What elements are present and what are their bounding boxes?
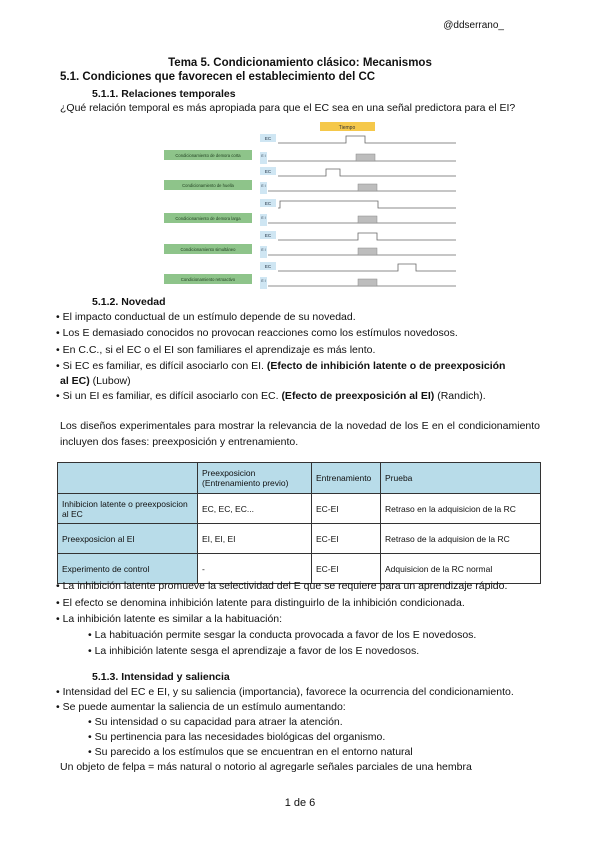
novelty-designs-table: [57, 462, 541, 584]
condition-label: Condicionamiento de demora corta: [175, 153, 241, 158]
ei-tag-label: E I: [261, 216, 266, 220]
time-label: Tiempo: [338, 125, 356, 131]
ei-tag-label: E I: [261, 248, 266, 252]
table-cell: EC, EC, EC...: [198, 494, 312, 524]
list-item: • Los E demasiado conocidos no provocan reacciones como los estímulos novedosos.: [56, 327, 458, 339]
ei-tag-label: E I: [261, 154, 266, 158]
sub-list-item: • Su intensidad o su capacidad para atraer la atención.: [88, 716, 343, 728]
table-cell: Inhibicion latente o preexposicion al EC: [58, 494, 198, 524]
ec-tag-label: EC: [264, 264, 272, 269]
sub-list-item: • La habituación permite sesgar la conducta provocada a favor de los E novedosos.: [88, 629, 477, 641]
table-cell: EC-EI: [312, 524, 381, 554]
table-header-cell: Entrenamiento: [312, 463, 381, 494]
condition-label: Condicionamiento de huella: [182, 183, 234, 188]
ei-stimulus-block: [358, 248, 377, 255]
table-header-cell: Preexposicion (Entrenamiento previo): [198, 463, 312, 494]
condition-label: Condicionamiento de demora larga: [175, 216, 241, 221]
section-5-1-2-heading: 5.1.2. Novedad: [92, 296, 166, 308]
table-cell: Preexposicion al EI: [58, 524, 198, 554]
list-item: • La inhibición latente es similar a la habituación:: [56, 613, 283, 625]
ei-stimulus-block: [356, 154, 375, 161]
ec-tag-label: EC: [264, 201, 272, 206]
list-item: • Si EC es familiar, es difícil asociarlo con EI. (Efecto de inhibición latente o de preexposición: [56, 360, 506, 372]
section-5-1-3-heading: 5.1.3. Intensidad y saliencia: [92, 671, 230, 683]
table-cell: EI, EI, EI: [198, 524, 312, 554]
condition-label: Condicionamiento simultáneo: [180, 247, 236, 252]
ei-stimulus-block: [358, 279, 377, 286]
table-cell: Adquisicion de la RC normal: [381, 554, 541, 584]
novelty-paragraph: Los diseños experimentales para mostrar la relevancia de la novedad de los E en el condicionamiento incluyen dos fases: preexposición y entrenamiento.: [60, 420, 540, 448]
author-handle: @ddserrano_: [443, 20, 504, 31]
list-item: • Si un EI es familiar, es difícil asociarlo con EC. (Efecto de preexposición al EI) (Randich).: [56, 390, 486, 402]
table-header-cell: [58, 463, 198, 494]
table-cell: EC-EI: [312, 554, 381, 584]
list-item: • Se puede aumentar la saliencia de un estímulo aumentando:: [56, 701, 346, 713]
table-cell: Retraso de la adquision de la RC: [381, 524, 541, 554]
list-item: • El efecto se denomina inhibición latente para distinguirlo de la inhibición condicionada.: [56, 597, 465, 609]
sub-list-item: • Su pertinencia para las necesidades biológicas del organismo.: [88, 731, 386, 743]
page-title: Tema 5. Condicionamiento clásico: Mecanismos: [168, 57, 432, 69]
section-5-1-1-heading: 5.1.1. Relaciones temporales: [92, 88, 236, 100]
table-header-row: [58, 463, 541, 494]
temporal-question: ¿Qué relación temporal es más apropiada para que el EC sea en una señal predictora para el EI?: [60, 102, 516, 114]
list-item: • El impacto conductual de un estímulo depende de su novedad.: [56, 311, 356, 323]
sub-list-item: • La inhibición latente sesga el aprendizaje a favor de los E novedosos.: [88, 645, 420, 657]
ei-tag-label: E I: [261, 184, 266, 188]
ei-tag-label: E I: [261, 279, 266, 283]
condition-label: Condicionamiento retroactivo: [180, 277, 236, 282]
table-row: [58, 554, 541, 584]
list-item: • La inhibición latente promueve la selectividad del E que se requiere para un aprendizaje rápido.: [56, 580, 508, 592]
list-item: • Intensidad del EC e EI, y su saliencia (importancia), favorece la ocurrencia del condicionamiento.: [56, 686, 514, 698]
table-row: [58, 494, 541, 524]
section-5-1-heading: 5.1. Condiciones que favorecen el establecimiento del CC: [60, 71, 376, 83]
table-header-cell: Prueba: [381, 463, 541, 494]
table-cell: Retraso en la adquisicion de la RC: [381, 494, 541, 524]
closing-note: Un objeto de felpa = más natural o notorio al agregarle señales parciales de una hembra: [60, 761, 472, 773]
table-cell: -: [198, 554, 312, 584]
list-item-continuation: al EC) (Lubow): [60, 375, 131, 387]
temporal-relations-diagram: [160, 122, 458, 294]
page-number: 1 de 6: [284, 797, 316, 809]
sub-list-item: • Su parecido a los estímulos que se encuentran en el entorno natural: [88, 746, 413, 758]
table-cell: Experimento de control: [58, 554, 198, 584]
ec-tag-label: EC: [264, 233, 272, 238]
ei-stimulus-block: [358, 216, 377, 223]
ec-tag-label: EC: [264, 169, 272, 174]
table-row: [58, 524, 541, 554]
ei-stimulus-block: [358, 184, 377, 191]
ec-tag-label: EC: [264, 136, 272, 141]
table-cell: EC-EI: [312, 494, 381, 524]
list-item: • En C.C., si el EC o el EI son familiares el aprendizaje es más lento.: [56, 344, 376, 356]
